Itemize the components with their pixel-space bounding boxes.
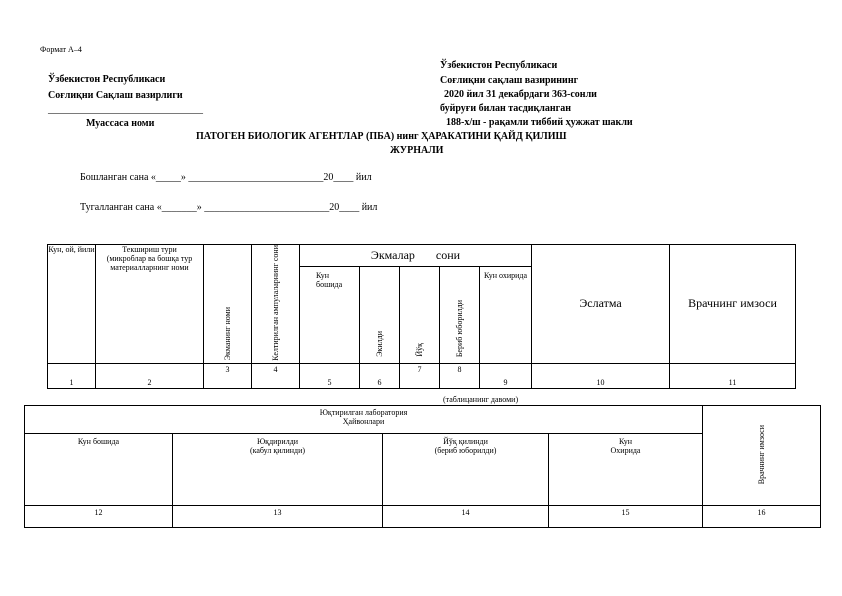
- right-header-line1: Ўзбекистон Республикаси: [440, 60, 558, 71]
- col-crop-name-header: Экманинг номи: [204, 245, 252, 364]
- t2-day-end-header: Кун Охирида: [549, 434, 703, 506]
- col-destroyed-header: Йўқ: [400, 266, 440, 363]
- column-number: 4: [252, 363, 300, 388]
- right-header-line3: 2020 йил 31 декабрдаги 363-сонли: [444, 89, 597, 100]
- column-number: 15: [549, 506, 703, 528]
- right-header-line4: буйруғи билан тасдиқланган: [440, 103, 571, 114]
- column-number: 2: [96, 363, 204, 388]
- right-header-line2: Соғлиқни сақлаш вазирининг: [440, 75, 579, 86]
- column-number: 8: [440, 363, 480, 388]
- column-number: 9: [480, 363, 532, 388]
- column-number: 13: [173, 506, 383, 528]
- column-number: 5: [300, 363, 360, 388]
- t2-destroyed-header: Йўқ қилинди (бериб юборилди): [383, 434, 549, 506]
- column-number: 6: [360, 363, 400, 388]
- column-number: 3: [204, 363, 252, 388]
- continuation-label: (таблицанинг давоми): [443, 395, 519, 404]
- institution-name-label: Муассаса номи: [86, 118, 155, 129]
- t2-received-header: Юқдирилди (кабул қилинди): [173, 434, 383, 506]
- column-numbers-row: [48, 363, 796, 388]
- col-type-header: Текшириш тури (микроблар ва бошқа тур материалларнинг номи: [96, 245, 204, 364]
- column-number: 12: [25, 506, 173, 528]
- journal-table-continuation: [24, 405, 821, 528]
- end-date-line: Тугалланган сана «_______» _________________________20____ йил: [80, 202, 378, 213]
- left-header-line2: Соғлиқни Сақлаш вазирлиги: [48, 90, 183, 101]
- journal-table-main: [47, 244, 796, 389]
- col-day-start-header: Кун бошида: [300, 266, 360, 363]
- col-note-header: Эслатма: [532, 245, 670, 364]
- t2-signature-header: Врачнинг имзоси: [703, 406, 821, 506]
- format-label: Формат А–4: [40, 45, 82, 54]
- column-number: 10: [532, 363, 670, 388]
- start-date-line: Бошланган сана «_____» ___________________________20____ йил: [80, 172, 372, 183]
- t2-day-start-header: Кун бошида: [25, 434, 173, 506]
- journal-title: ПАТОГЕН БИОЛОГИК АГЕНТЛАР (ПБА) нинг ҲАРАКАТИНИ ҚАЙД ҚИЛИШ: [196, 131, 567, 142]
- column-number: 1: [48, 363, 96, 388]
- institution-blank: _______________________________: [48, 104, 203, 115]
- col-day-end-header: Кун охирида: [480, 266, 532, 363]
- t2-column-numbers-row: [25, 506, 821, 528]
- lab-animals-group-header: Юқтирилган лаборатория Ҳайвонлари: [25, 406, 703, 434]
- column-number: 11: [670, 363, 796, 388]
- column-number: 16: [703, 506, 821, 528]
- col-sent-header: Бериб юборилди: [440, 266, 480, 363]
- group-crops-header: Экмалар сони: [300, 245, 532, 267]
- journal-title-line2: ЖУРНАЛИ: [390, 145, 444, 156]
- col-date-header: Кун, ой, йили: [48, 245, 96, 364]
- col-signature-header: Врачнинг имзоси: [670, 245, 796, 364]
- right-header-line5: 188-х/ш - рақамли тиббий ҳужжат шакли: [446, 117, 633, 128]
- col-planted-header: Экилди: [360, 266, 400, 363]
- column-number: 7: [400, 363, 440, 388]
- left-header-line1: Ўзбекистон Республикаси: [48, 74, 166, 85]
- col-ampoules-header: Келтирилган ампулаларнинг сони: [252, 245, 300, 364]
- column-number: 14: [383, 506, 549, 528]
